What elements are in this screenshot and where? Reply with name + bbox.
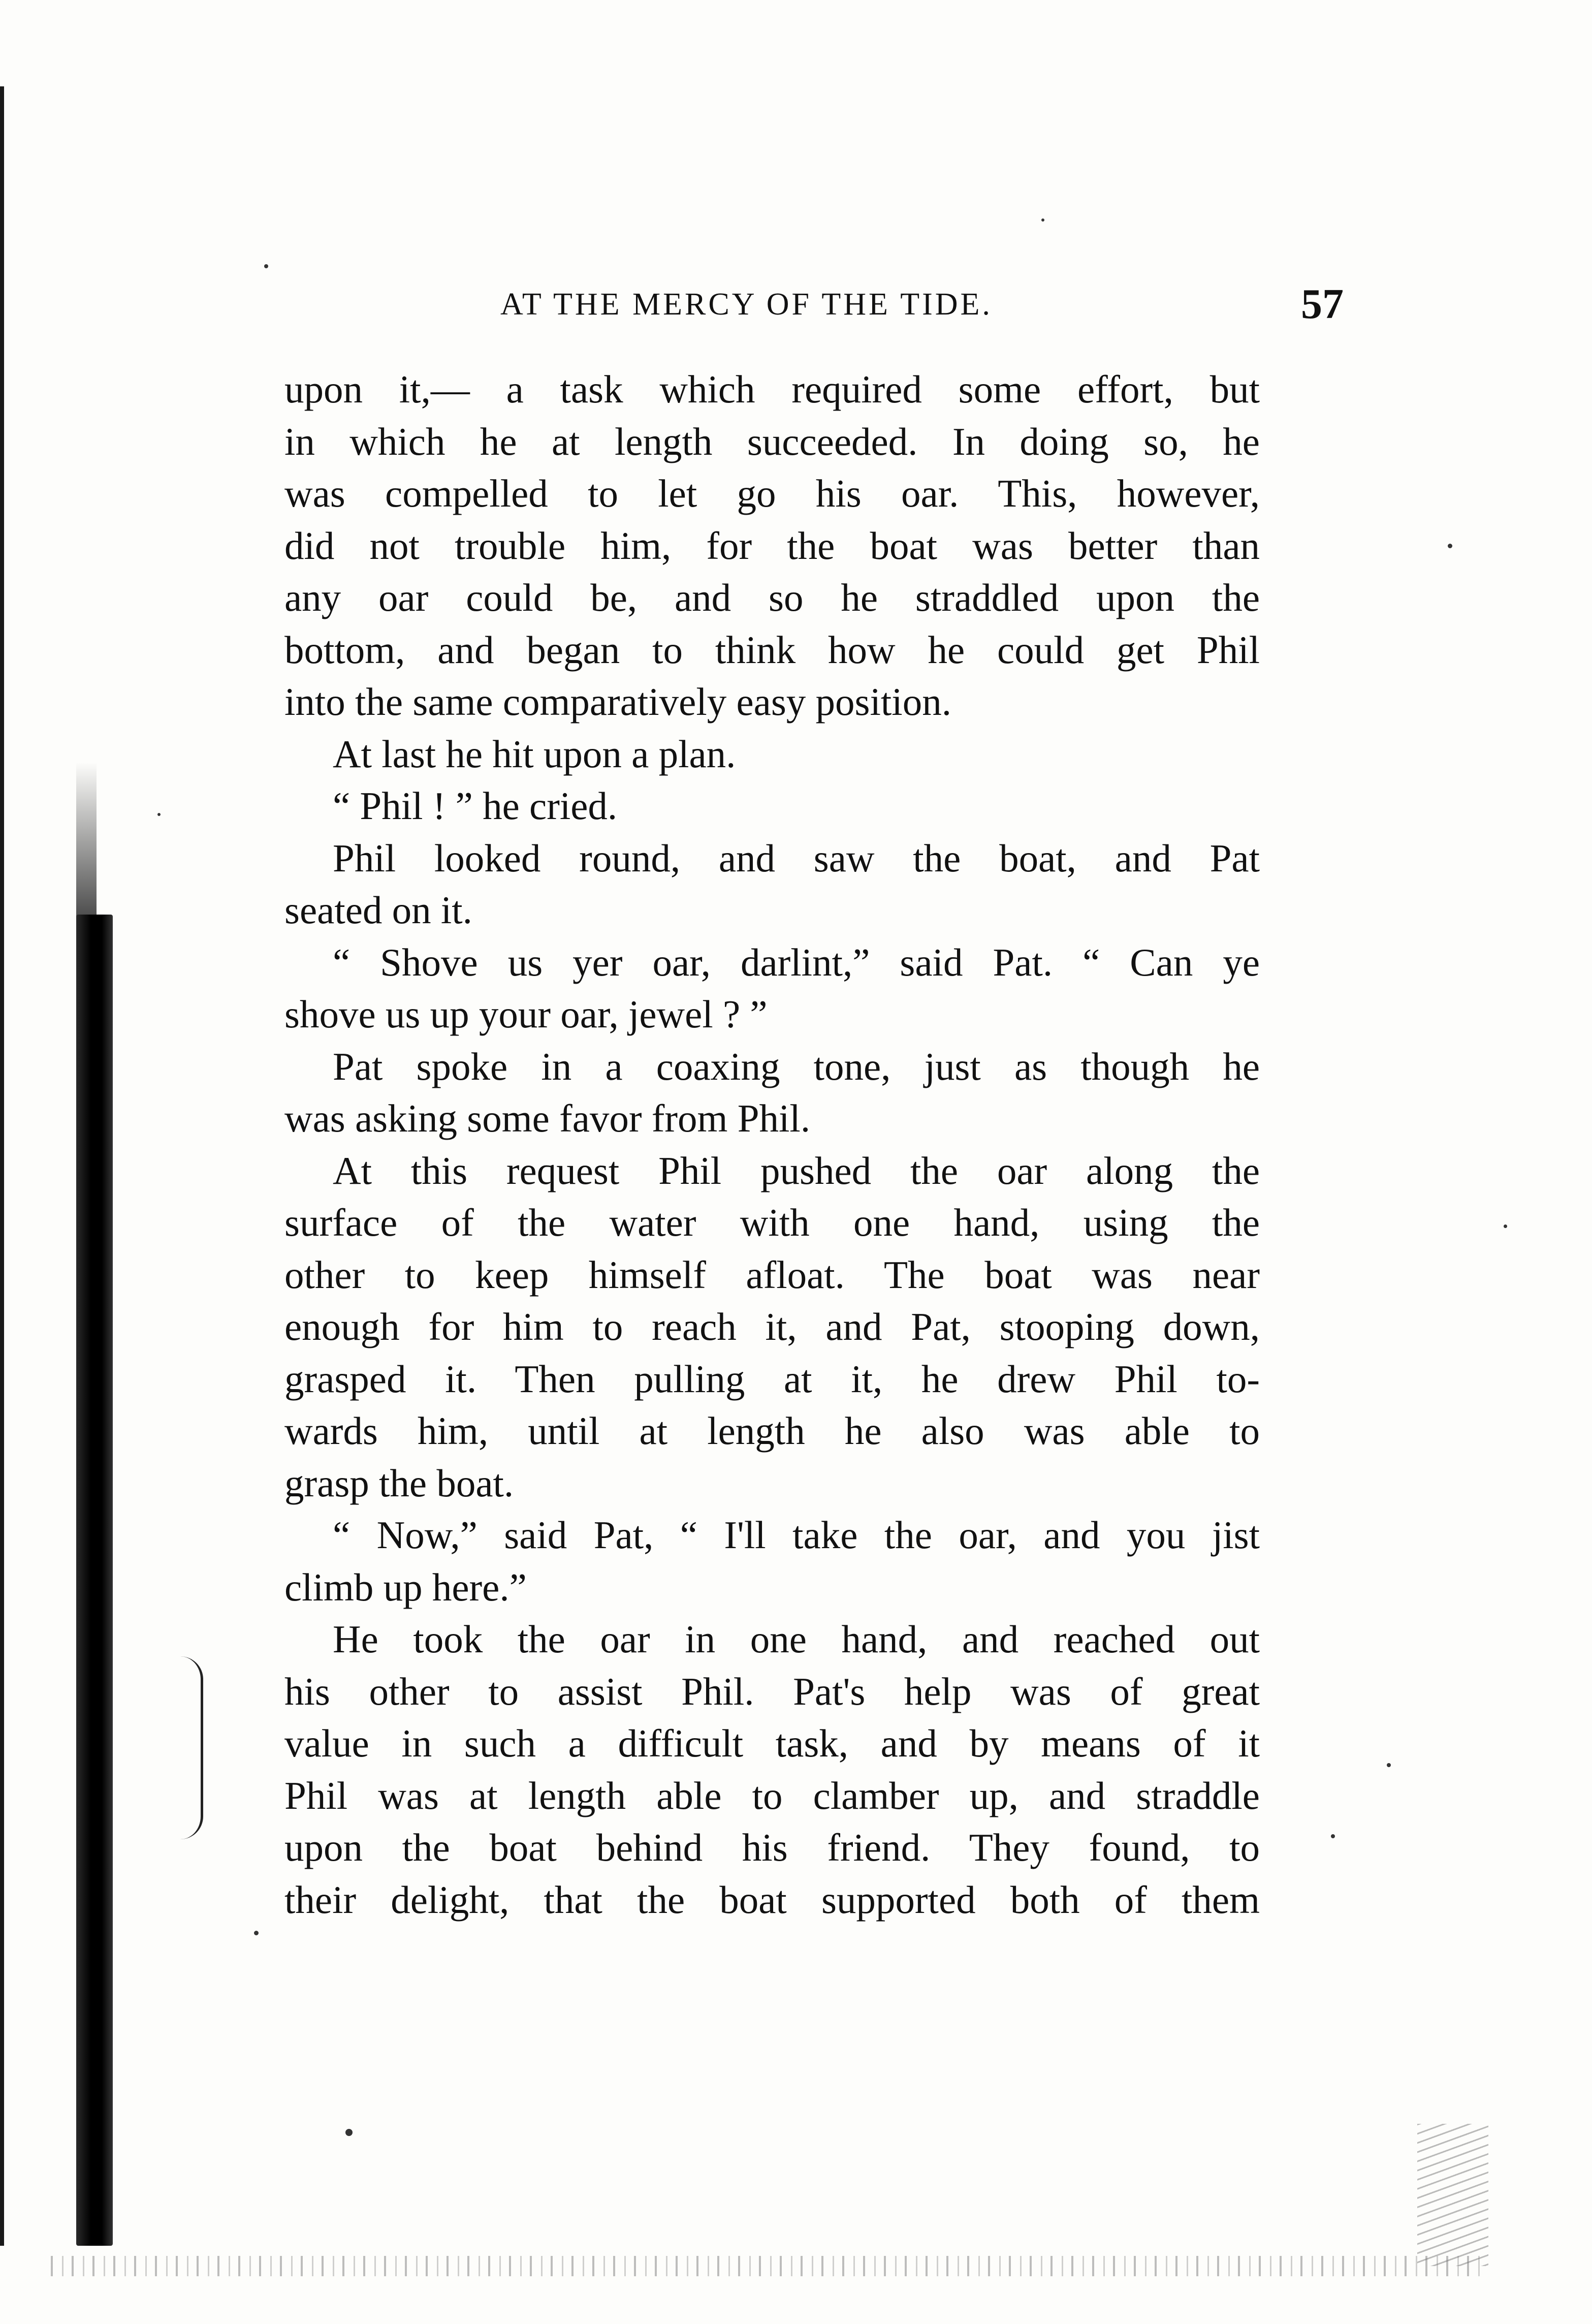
text-line: upon it,— a task which required some effort, but (284, 367, 1260, 411)
paper-speck (254, 1931, 259, 1935)
text-line: upon the boat behind his friend. They found, to (284, 1826, 1260, 1869)
paper-speck (1387, 1763, 1391, 1767)
paper-speck (345, 2129, 353, 2136)
paper-speck (1331, 1834, 1335, 1838)
paper-speck (1504, 1224, 1507, 1228)
page-number: 57 (1301, 280, 1344, 328)
text-line: wards him, until at length he also was able to (284, 1409, 1260, 1453)
text-line: value in such a difficult task, and by means of it (284, 1721, 1260, 1765)
text-line: enough for him to reach it, and Pat, stooping down, (284, 1305, 1260, 1348)
text-line: At last he hit upon a plan. (333, 732, 736, 776)
body-text (284, 363, 1260, 1926)
paper-speck (157, 813, 161, 816)
text-line: seated on it. (284, 888, 472, 932)
text-line: shove us up your oar, jewel ? ” (284, 992, 768, 1036)
binding-edge (0, 86, 36, 2246)
text-line: surface of the water with one hand, using the (284, 1201, 1260, 1244)
text-line: “ Phil ! ” he cried. (333, 784, 618, 828)
text-line: At this request Phil pushed the oar along the (333, 1148, 1260, 1192)
paper-speck (1041, 218, 1044, 222)
text-line: was asking some favor from Phil. (284, 1096, 811, 1140)
text-line: other to keep himself afloat. The boat was near (284, 1252, 1260, 1297)
paper-speck (1448, 544, 1452, 548)
text-line: “ Shove us yer oar, darlint,” said Pat. “ Can ye (333, 940, 1260, 984)
paper-speck (264, 264, 268, 268)
running-title: AT THE MERCY OF THE TIDE. (500, 287, 993, 322)
text-line: their delight, that the boat supported both of them (284, 1877, 1260, 1922)
text-line: into the same comparatively easy position. (284, 680, 951, 724)
text-line: Phil was at length able to clamber up, and straddle (284, 1773, 1260, 1817)
text-line: in which he at length succeeded. In doing so, he (284, 419, 1260, 463)
text-line: any oar could be, and so he straddled upon the (284, 576, 1260, 619)
text-line: Pat spoke in a coaxing tone, just as though he (333, 1044, 1260, 1088)
text-line: grasped it. Then pulling at it, he drew Phil to- (284, 1357, 1260, 1401)
text-line: did not trouble him, for the boat was better than (284, 523, 1260, 568)
text-line: He took the oar in one hand, and reached out (333, 1617, 1260, 1661)
text-line: his other to assist Phil. Pat's help was of great (284, 1669, 1260, 1713)
running-header (500, 279, 1344, 335)
text-line: bottom, and began to think how he could get Phil (284, 627, 1260, 672)
gutter-shadow-top (76, 762, 97, 925)
text-line: was compelled to let go his oar. This, however, (284, 472, 1260, 515)
bottom-edge-wear (51, 2256, 1483, 2276)
gutter-shadow (76, 915, 113, 2246)
text-line: “ Now,” said Pat, “ I'll take the oar, and you jist (333, 1513, 1260, 1557)
text-line: climb up here.” (284, 1565, 527, 1609)
text-line: Phil looked round, and saw the boat, and Pat (333, 836, 1260, 880)
text-line: grasp the boat. (284, 1461, 514, 1505)
corner-wear (1417, 2124, 1488, 2266)
margin-pencil-mark (180, 1656, 203, 1839)
